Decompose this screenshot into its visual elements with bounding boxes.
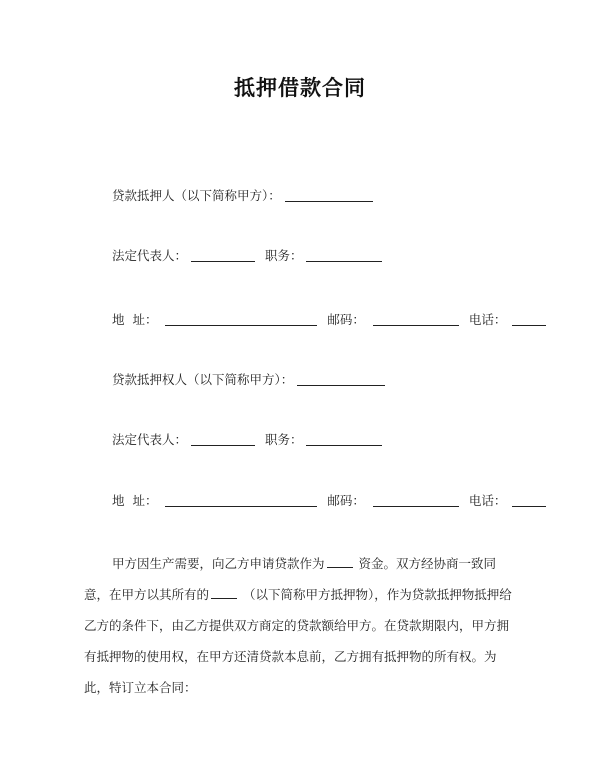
party-a-field[interactable] bbox=[285, 187, 373, 202]
body-segment-3: （以下简称甲方抵押物），作为贷款抵押物抵押给乙方的条件下，由乙方提供双方商定的贷款额给甲方。在贷款期限内，甲方拥有抵押物的使用权，在甲方还清贷款本息前，乙方拥有抵押物的所有权。为此，特订立本合同： bbox=[84, 587, 512, 695]
party-b-position-field[interactable] bbox=[306, 431, 382, 446]
party-a-address-label: 地 址： bbox=[112, 312, 158, 327]
party-b-label: 贷款抵押权人（以下简称甲方）： bbox=[112, 372, 294, 387]
party-b-rep-label: 法定代表人： bbox=[112, 432, 188, 447]
party-b-phone-label: 电话： bbox=[468, 493, 507, 508]
party-a-address-row bbox=[112, 311, 546, 329]
party-b-rep-row bbox=[112, 431, 382, 449]
body-segment-1: 甲方因生产需要，向乙方申请贷款作为 bbox=[112, 556, 325, 571]
collateral-blank[interactable] bbox=[211, 586, 237, 599]
party-a-address-field[interactable] bbox=[165, 311, 317, 326]
party-a-rep-row bbox=[112, 247, 382, 265]
body-paragraph bbox=[84, 548, 516, 703]
party-b-postcode-field[interactable] bbox=[373, 492, 459, 507]
party-a-label: 贷款抵押人（以下简称甲方）： bbox=[112, 188, 281, 203]
party-b-postcode-label: 邮码： bbox=[327, 493, 365, 508]
party-a-postcode-label: 邮码： bbox=[327, 312, 365, 327]
party-b-position-label: 职务： bbox=[264, 432, 303, 447]
party-a-row bbox=[112, 187, 373, 205]
party-b-address-field[interactable] bbox=[165, 492, 317, 507]
party-a-position-label: 职务： bbox=[264, 248, 303, 263]
party-a-rep-label: 法定代表人： bbox=[112, 248, 188, 263]
party-b-row bbox=[112, 371, 385, 389]
contract-body bbox=[84, 548, 516, 703]
party-a-phone-label: 电话： bbox=[468, 312, 507, 327]
party-b-address-row bbox=[112, 492, 546, 510]
loan-purpose-blank[interactable] bbox=[327, 555, 353, 568]
party-b-rep-field[interactable] bbox=[191, 431, 255, 446]
body-segment-2: 资金。双方经协商一致同意，在甲方以其所有的 bbox=[84, 556, 496, 602]
party-a-phone-field[interactable] bbox=[512, 311, 546, 326]
party-b-phone-field[interactable] bbox=[512, 492, 546, 507]
document-title: 抵押借款合同 bbox=[234, 76, 366, 100]
party-a-rep-field[interactable] bbox=[191, 247, 255, 262]
party-a-position-field[interactable] bbox=[306, 247, 382, 262]
party-a-postcode-field[interactable] bbox=[373, 311, 459, 326]
party-b-field[interactable] bbox=[297, 371, 385, 386]
party-b-address-label: 地 址： bbox=[112, 493, 158, 508]
